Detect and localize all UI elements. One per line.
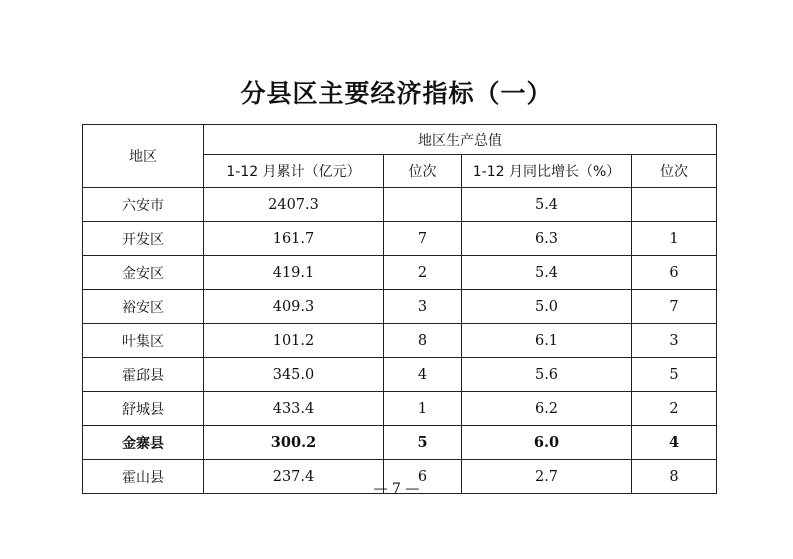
growth-cell: 6.3 [462, 222, 632, 256]
total-rank-cell: 4 [384, 358, 462, 392]
total-cell: 161.7 [204, 222, 384, 256]
growth-rank-cell: 1 [632, 222, 717, 256]
total-rank-cell: 7 [384, 222, 462, 256]
header-rank-total: 位次 [384, 155, 462, 188]
growth-cell: 6.2 [462, 392, 632, 426]
region-cell: 霍邱县 [83, 358, 204, 392]
table-row [83, 290, 717, 324]
total-cell: 2407.3 [204, 188, 384, 222]
growth-cell: 5.0 [462, 290, 632, 324]
region-cell: 金安区 [83, 256, 204, 290]
total-cell: 101.2 [204, 324, 384, 358]
total-rank-cell: 6 [384, 460, 462, 494]
growth-cell: 6.0 [462, 426, 632, 460]
total-cell: 300.2 [204, 426, 384, 460]
growth-cell: 5.4 [462, 188, 632, 222]
total-cell: 345.0 [204, 358, 384, 392]
region-cell: 六安市 [83, 188, 204, 222]
total-cell: 409.3 [204, 290, 384, 324]
page-number: — 7 — [373, 481, 420, 497]
growth-cell: 2.7 [462, 460, 632, 494]
total-rank-cell: 2 [384, 256, 462, 290]
header-region: 地区 [83, 125, 204, 188]
growth-cell: 6.1 [462, 324, 632, 358]
table-row [83, 426, 717, 460]
region-cell: 开发区 [83, 222, 204, 256]
region-cell: 裕安区 [83, 290, 204, 324]
table-row [83, 256, 717, 290]
growth-cell: 5.4 [462, 256, 632, 290]
growth-cell: 5.6 [462, 358, 632, 392]
total-rank-cell: 1 [384, 392, 462, 426]
header-gdp-group: 地区生产总值 [204, 125, 717, 155]
table-row [83, 324, 717, 358]
table-row [83, 358, 717, 392]
growth-rank-cell: 7 [632, 290, 717, 324]
total-cell: 433.4 [204, 392, 384, 426]
growth-rank-cell: 8 [632, 460, 717, 494]
table-row [83, 392, 717, 426]
growth-rank-cell [632, 188, 717, 222]
table-row [83, 222, 717, 256]
header-cumulative-total: 1-12 月累计（亿元） [204, 155, 384, 188]
total-cell: 419.1 [204, 256, 384, 290]
region-cell: 叶集区 [83, 324, 204, 358]
total-rank-cell [384, 188, 462, 222]
header-rank-growth: 位次 [632, 155, 717, 188]
region-cell: 霍山县 [83, 460, 204, 494]
growth-rank-cell: 3 [632, 324, 717, 358]
total-rank-cell: 3 [384, 290, 462, 324]
growth-rank-cell: 2 [632, 392, 717, 426]
economic-indicators-table [82, 124, 717, 494]
total-cell: 237.4 [204, 460, 384, 494]
table-header-row [83, 125, 717, 155]
growth-rank-cell: 5 [632, 358, 717, 392]
growth-rank-cell: 6 [632, 256, 717, 290]
region-cell: 舒城县 [83, 392, 204, 426]
header-yoy-growth: 1-12 月同比增长（%） [462, 155, 632, 188]
region-cell: 金寨县 [83, 426, 204, 460]
growth-rank-cell: 4 [632, 426, 717, 460]
page-title: 分县区主要经济指标（一） [240, 79, 553, 108]
total-rank-cell: 8 [384, 324, 462, 358]
total-rank-cell: 5 [384, 426, 462, 460]
table-row [83, 188, 717, 222]
